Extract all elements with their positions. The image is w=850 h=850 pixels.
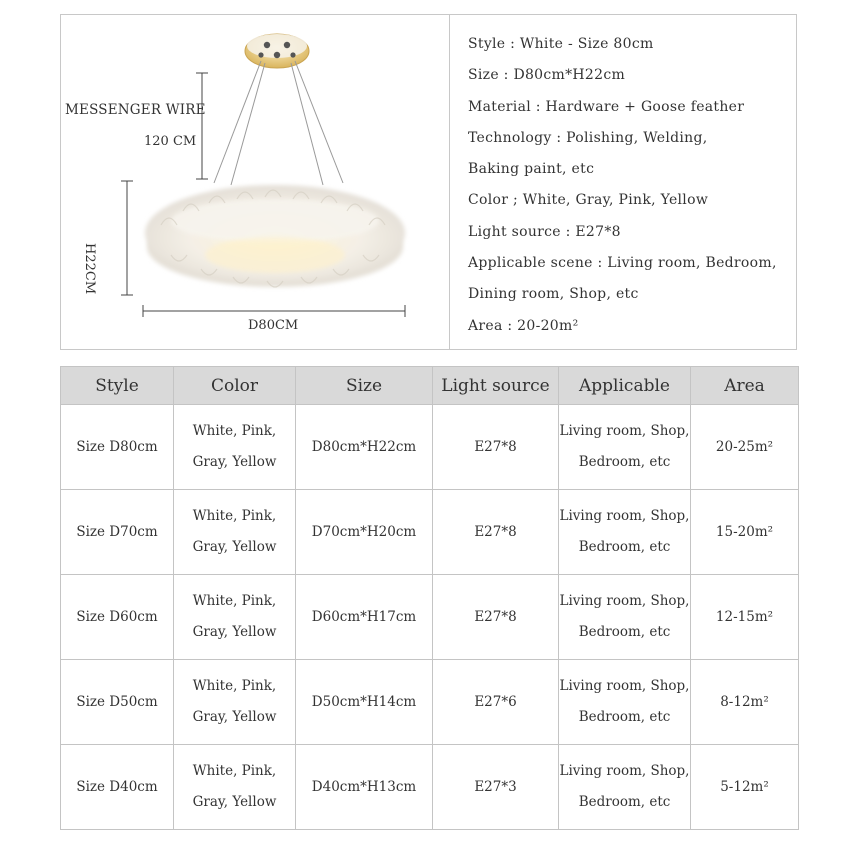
cell-applicable-line: Living room, Shop, xyxy=(559,678,690,694)
cell-style: Size D60cm xyxy=(61,575,174,660)
height-label: H22CM xyxy=(82,243,97,295)
table-row xyxy=(61,575,799,660)
wire-length-dimension xyxy=(196,73,208,179)
feather-ring xyxy=(145,185,405,287)
cell-style: Size D50cm xyxy=(61,660,174,745)
spec-applicable-scene-cont: Dining room, Shop, etc xyxy=(468,286,639,303)
chandelier-drawing xyxy=(61,15,449,349)
cell-applicable-line: Living room, Shop, xyxy=(559,423,690,439)
spec-technology: Technology : Polishing, Welding, xyxy=(468,129,708,146)
cell-style: Size D40cm xyxy=(61,745,174,830)
cell-applicable-line: Bedroom, etc xyxy=(578,454,671,470)
cell-applicable-line: Living room, Shop, xyxy=(559,763,690,779)
messenger-wires xyxy=(214,61,343,185)
header-size: Size xyxy=(296,367,433,405)
cell-color-line: White, Pink, xyxy=(192,423,277,439)
cell-size: D50cm*H14cm xyxy=(296,660,433,745)
cell-color-line: Gray, Yellow xyxy=(192,624,277,640)
cell-size: D60cm*H17cm xyxy=(296,575,433,660)
cell-area: 15-20m² xyxy=(691,490,799,575)
cell-applicable-line: Bedroom, etc xyxy=(578,794,671,810)
cell-color-line: Gray, Yellow xyxy=(192,709,277,725)
cell-light-source: E27*3 xyxy=(433,745,559,830)
messenger-wire-label: MESSENGER WIRE xyxy=(65,102,206,118)
cell-area: 20-25m² xyxy=(691,405,799,490)
header-color: Color xyxy=(174,367,296,405)
cell-color xyxy=(174,575,296,660)
cell-color xyxy=(174,745,296,830)
chandelier-illustration xyxy=(61,15,449,349)
cell-color-line: Gray, Yellow xyxy=(192,454,277,470)
cell-size: D80cm*H22cm xyxy=(296,405,433,490)
spec-style: Style : White - Size 80cm xyxy=(468,36,654,52)
cell-style: Size D80cm xyxy=(61,405,174,490)
cell-light-source: E27*6 xyxy=(433,660,559,745)
cell-color-line: White, Pink, xyxy=(192,678,277,694)
cell-area: 5-12m² xyxy=(691,745,799,830)
cell-size: D40cm*H13cm xyxy=(296,745,433,830)
spec-applicable-scene: Applicable scene : Living room, Bedroom, xyxy=(468,255,777,272)
cell-light-source: E27*8 xyxy=(433,490,559,575)
header-style: Style xyxy=(61,367,174,405)
cell-color-line: Gray, Yellow xyxy=(192,539,277,555)
cell-color xyxy=(174,490,296,575)
cell-light-source: E27*8 xyxy=(433,575,559,660)
cell-color-line: Gray, Yellow xyxy=(192,794,277,810)
cell-area: 12-15m² xyxy=(691,575,799,660)
cell-style: Size D70cm xyxy=(61,490,174,575)
cell-applicable xyxy=(559,490,691,575)
table-row xyxy=(61,745,799,830)
spec-list xyxy=(468,29,788,342)
diameter-label: D80CM xyxy=(248,318,299,333)
table-row xyxy=(61,405,799,490)
cell-size: D70cm*H20cm xyxy=(296,490,433,575)
size-spec-table xyxy=(60,366,799,830)
cell-applicable xyxy=(559,660,691,745)
cell-area: 8-12m² xyxy=(691,660,799,745)
product-info-panel xyxy=(60,14,797,350)
ceiling-canopy xyxy=(245,34,309,68)
cell-applicable xyxy=(559,405,691,490)
spec-material: Material : Hardware + Goose feather xyxy=(468,98,745,115)
spec-technology-cont: Baking paint, etc xyxy=(468,161,595,178)
cell-applicable-line: Living room, Shop, xyxy=(559,508,690,524)
cell-applicable xyxy=(559,745,691,830)
cell-applicable xyxy=(559,575,691,660)
spec-area: Area : 20-20m² xyxy=(468,317,579,334)
cell-color xyxy=(174,405,296,490)
cell-applicable-line: Bedroom, etc xyxy=(578,539,671,555)
header-area: Area xyxy=(691,367,799,405)
cell-light-source: E27*8 xyxy=(433,405,559,490)
cell-color-line: White, Pink, xyxy=(192,508,277,524)
cell-applicable-line: Bedroom, etc xyxy=(578,709,671,725)
header-applicable: Applicable xyxy=(559,367,691,405)
diameter-dimension xyxy=(143,305,405,317)
panel-divider xyxy=(449,15,450,349)
cell-color-line: White, Pink, xyxy=(192,763,277,779)
cell-applicable-line: Living room, Shop, xyxy=(559,593,690,609)
cell-color xyxy=(174,660,296,745)
table-row xyxy=(61,490,799,575)
table-row xyxy=(61,660,799,745)
cell-color-line: White, Pink, xyxy=(192,593,277,609)
spec-color: Color ; White, Gray, Pink, Yellow xyxy=(468,192,709,209)
table-header-row xyxy=(61,367,799,405)
spec-size: Size : D80cm*H22cm xyxy=(468,67,626,84)
cell-applicable-line: Bedroom, etc xyxy=(578,624,671,640)
spec-light-source: Light source : E27*8 xyxy=(468,223,621,240)
wire-length-label: 120 CM xyxy=(144,134,197,149)
height-dimension xyxy=(121,181,133,295)
header-light-source: Light source xyxy=(433,367,559,405)
